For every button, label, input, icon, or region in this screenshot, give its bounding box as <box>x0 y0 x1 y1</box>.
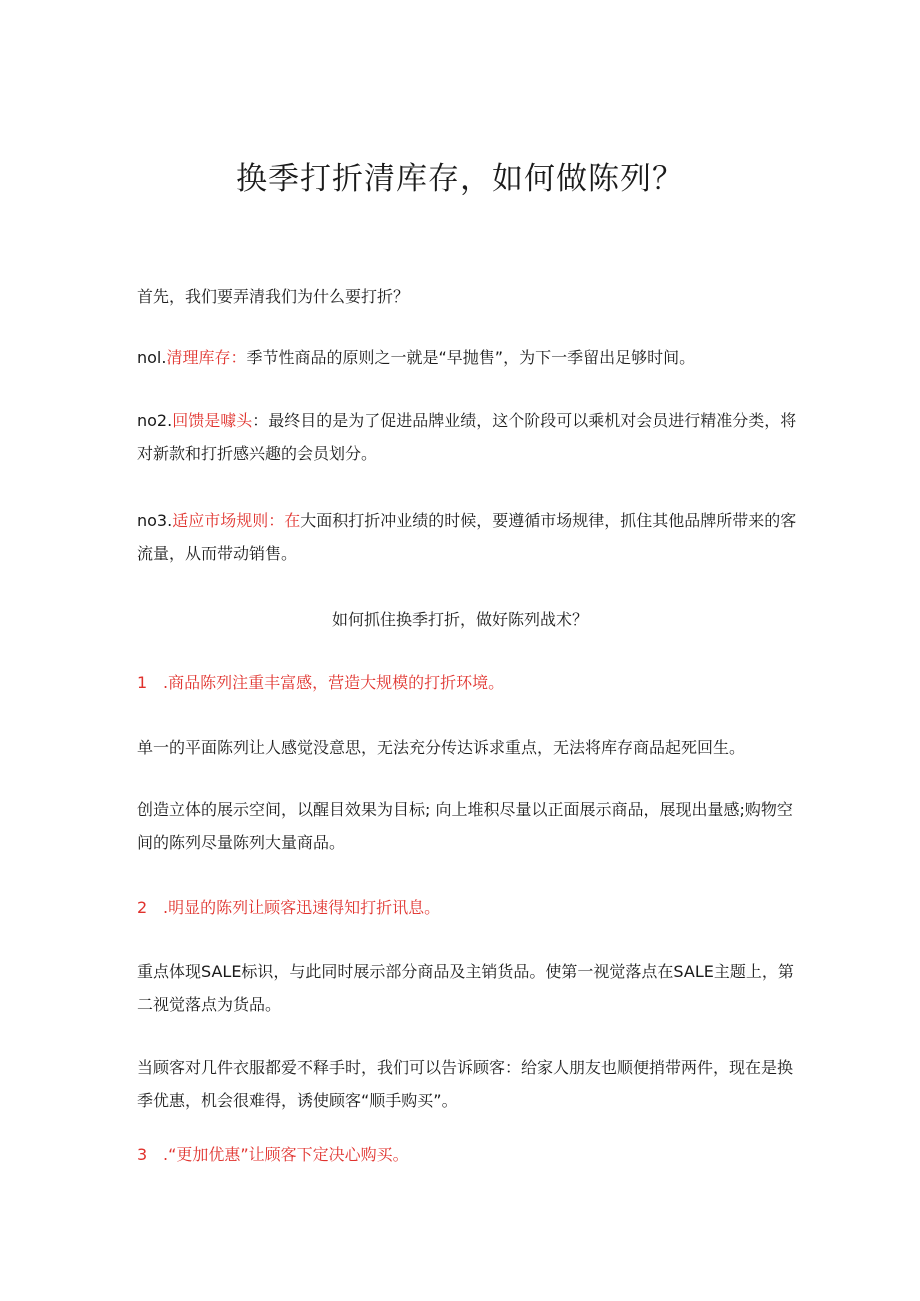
section-number: 1 <box>137 673 148 692</box>
reason-item-3 <box>137 504 797 570</box>
section-2-paragraph-2: 当顾客对几件衣服都爱不释手时，我们可以告诉顾客：给家人朋友也顺便捎带两件，现在是换季优惠，机会很难得，诱使顾客“顺手购买”。 <box>137 1058 794 1110</box>
section-heading-text: .明显的陈列让顾客迅速得知打折讯息。 <box>163 898 441 917</box>
section-heading-2 <box>137 891 797 924</box>
reason-label: 清理库存： <box>166 348 247 367</box>
section-subtitle: 如何抓住换季打折，做好陈列战术？ <box>331 610 588 629</box>
page-title: 换季打折清库存，如何做陈列？ <box>236 161 684 197</box>
reason-prefix: no2. <box>137 411 173 430</box>
section-heading-text: .“更加优惠”让顾客下定决心购买。 <box>163 1145 409 1164</box>
section-heading-1 <box>137 666 797 699</box>
reason-text: 大面积打折冲业绩的时候，要遵循市场规律，抓住其他品牌所带来的客流量，从而带动销售。 <box>137 511 797 563</box>
reason-label: 适应市场规则：在 <box>172 511 301 530</box>
section-heading-text: .商品陈列注重丰富感，营造大规模的打折环境。 <box>163 673 505 692</box>
section-2-paragraph-1: 重点体现SALE标识，与此同时展示部分商品及主销货品。使第一视觉落点在SALE主题上，第二视觉落点为货品。 <box>137 962 794 1014</box>
section-1-paragraph-2: 创造立体的展示空间，以醒目效果为目标; 向上堆积尽量以正面展示商品，展现出量感;购物空间的陈列尽量陈列大量商品。 <box>137 800 793 852</box>
reason-item-2 <box>137 404 797 470</box>
reason-prefix: nol. <box>137 348 167 367</box>
reason-label: 回馈是噱头 <box>172 411 253 430</box>
intro-paragraph: 首先，我们要弄清我们为什么要打折？ <box>137 287 410 306</box>
reason-prefix: no3. <box>137 511 173 530</box>
section-heading-3 <box>137 1138 797 1171</box>
section-1-paragraph-1: 单一的平面陈列让人感觉没意思，无法充分传达诉求重点，无法将库存商品起死回生。 <box>137 738 746 757</box>
section-number: 2 <box>137 898 148 917</box>
section-number: 3 <box>137 1145 148 1164</box>
reason-text: ：最终目的是为了促进品牌业绩，这个阶段可以乘机对会员进行精准分类，将对新款和打折感兴趣的会员划分。 <box>137 411 797 463</box>
reason-text: 季节性商品的原则之一就是“早抛售”，为下一季留出足够时间。 <box>246 348 696 367</box>
reason-item-1 <box>137 341 797 374</box>
